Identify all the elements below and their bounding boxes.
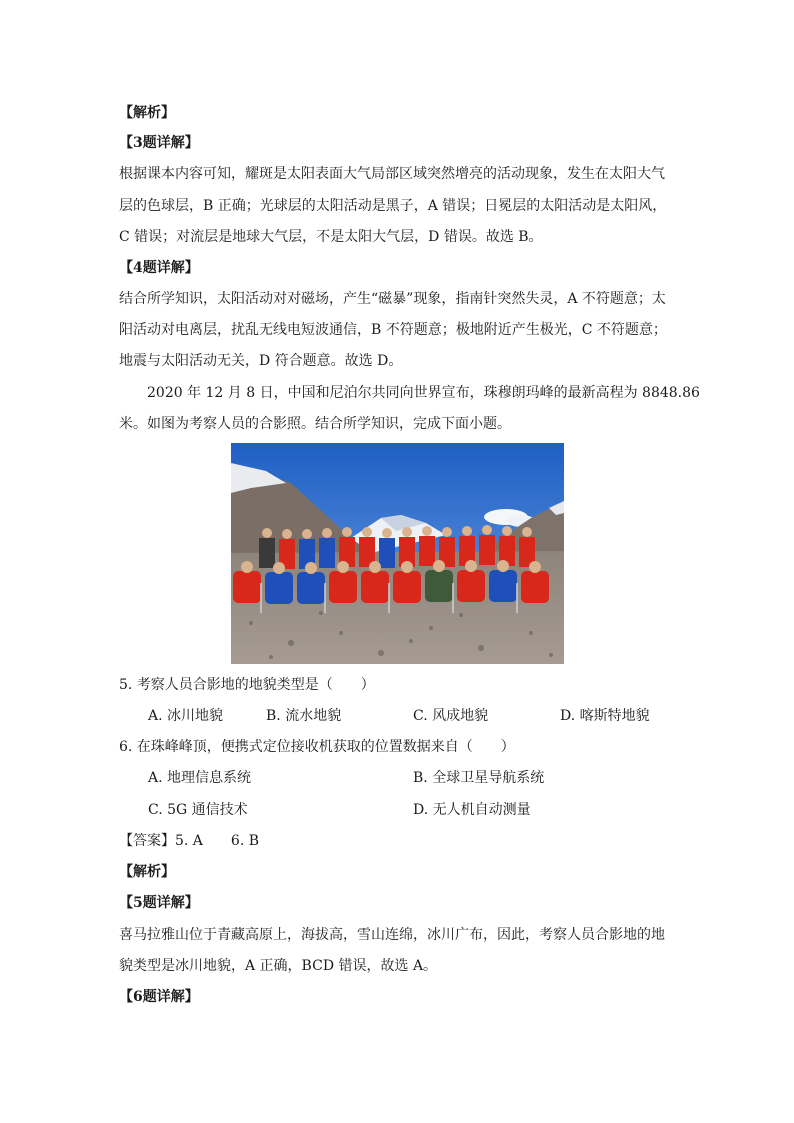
q6-option-a: A. 地理信息系统 [148,770,252,786]
q6-detail-heading: 【6题详解】 [119,989,199,1005]
q6-option-d: D. 无人机自动测量 [413,802,531,818]
q3-explanation-line-3: C 错误；对流层是地球大气层，不是太阳大气层，D 错误。故选 B。 [119,229,543,245]
q4-explanation-line-3: 地震与太阳活动无关，D 符合题意。故选 D。 [119,353,403,369]
q5-explanation-line-2: 貌类型是冰川地貌，A 正确，BCD 错误，故选 A。 [119,958,438,974]
q5-explanation-line-1: 喜马拉雅山位于青藏高原上，海拔高，雪山连绵，冰川广布，因此，考察人员合影地的地 [119,927,665,943]
answer-line: 【答案】5. A 6. B [119,833,260,849]
team-photo-image [231,443,564,664]
team-photo [231,443,564,664]
q4-detail-heading: 【4题详解】 [119,260,199,276]
q4-explanation-line-1: 结合所学知识，太阳活动对对磁场，产生“磁暴”现象，指南针突然失灵，A 不符题意；太 [119,291,666,307]
question-6: 6. 在珠峰峰顶，便携式定位接收机获取的位置数据来自（ ） [119,739,515,755]
q5-option-c: C. 风成地貌 [413,708,489,724]
q5-option-a: A. 冰川地貌 [148,708,224,724]
q5-detail-heading: 【5题详解】 [119,895,199,911]
q3-explanation-line-1: 根据课本内容可知，耀斑是太阳表面大气局部区域突然增亮的活动现象，发生在太阳大气 [119,166,665,182]
q6-option-c: C. 5G 通信技术 [148,802,248,818]
q5-option-d: D. 喀斯特地貌 [560,708,650,724]
passage-line-2: 米。如图为考察人员的合影照。结合所学知识，完成下面小题。 [119,416,511,432]
q6-option-b: B. 全球卫星导航系统 [413,770,545,786]
q3-detail-heading: 【3题详解】 [119,135,199,151]
q5-option-b: B. 流水地貌 [266,708,342,724]
passage-line-1: 2020 年 12 月 8 日，中国和尼泊尔共同向世界宣布，珠穆朗玛峰的最新高程为 8848.86 [147,385,700,401]
q3-explanation-line-2: 层的色球层，B 正确；光球层的太阳活动是黑子，A 错误；日冕层的太阳活动是太阳风， [119,198,667,214]
analysis-heading: 【解析】 [119,105,175,121]
analysis-heading-2: 【解析】 [119,864,175,880]
q4-explanation-line-2: 阳活动对电离层，扰乱无线电短波通信，B 不符题意；极地附近产生极光，C 不符题意； [119,322,667,338]
question-5: 5. 考察人员合影地的地貌类型是（ ） [119,677,375,693]
